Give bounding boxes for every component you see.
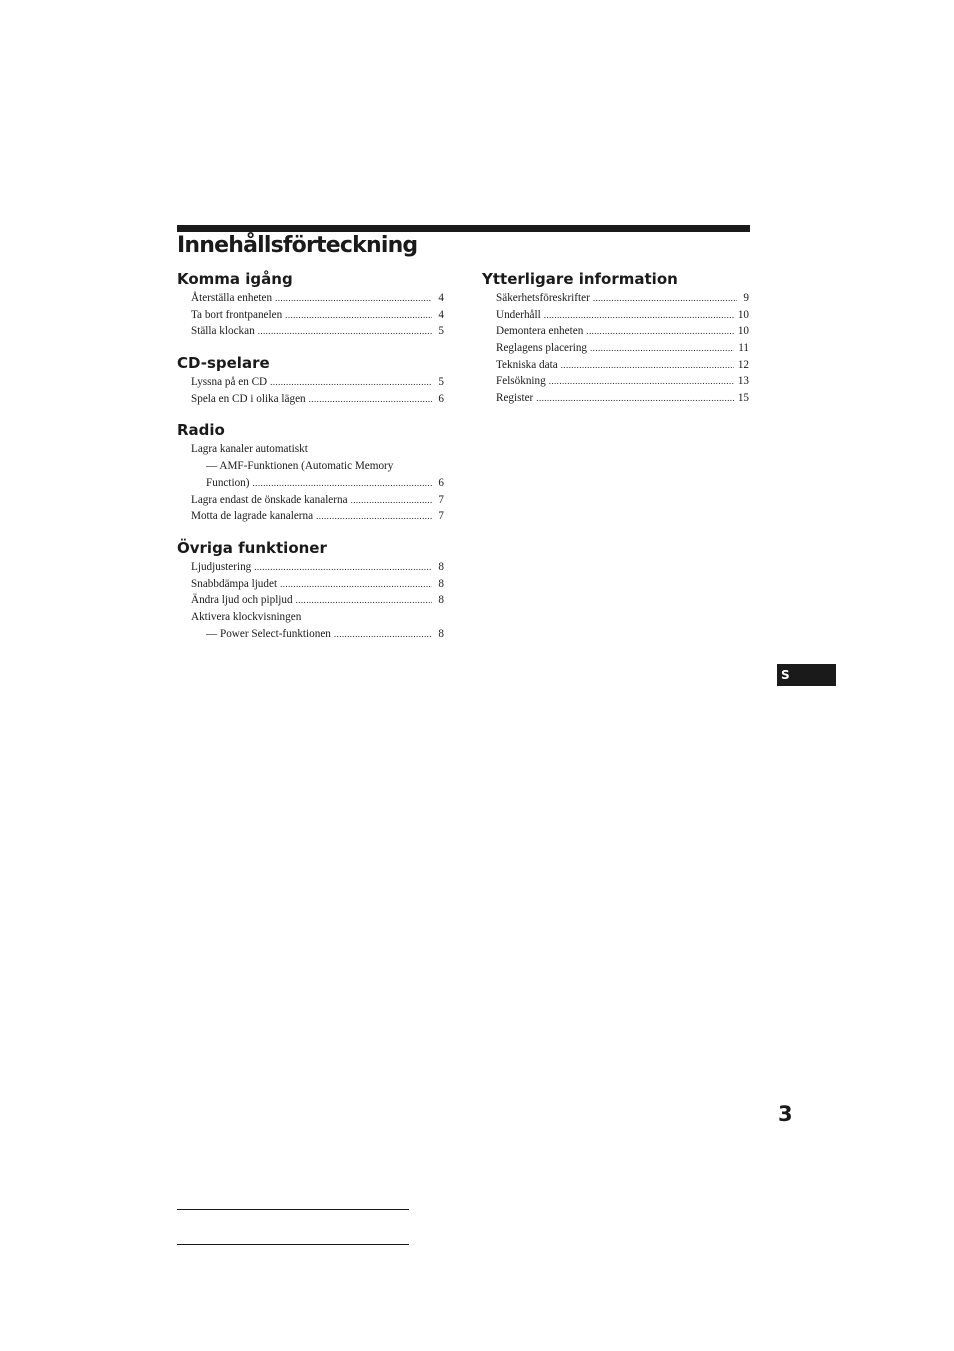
toc-entry-list xyxy=(177,290,444,340)
section-heading: Ytterligare information xyxy=(482,270,678,288)
toc-entry-text: Function) xyxy=(206,476,250,489)
toc-entry[interactable] xyxy=(177,374,444,391)
toc-entry-text: Ändra ljud och pipljud xyxy=(191,594,293,607)
toc-entry-text: Felsökning xyxy=(496,375,546,388)
dot-leader xyxy=(309,391,432,408)
toc-entry-text: Återställa enheten xyxy=(191,292,273,304)
toc-entry[interactable] xyxy=(482,323,749,340)
toc-page-number: 15 xyxy=(737,392,749,405)
toc-entry-text: Aktivera klockvisningen xyxy=(191,610,302,623)
toc-entry[interactable] xyxy=(177,492,444,509)
dot-leader xyxy=(561,357,734,374)
toc-entry[interactable] xyxy=(177,475,444,492)
toc-section-radio xyxy=(177,419,444,524)
toc-page-number: 8 xyxy=(438,577,444,590)
toc-section-cd-spelare xyxy=(177,352,444,407)
toc-page-number: 8 xyxy=(438,560,444,573)
dot-leader xyxy=(258,323,432,340)
toc-page-number: 6 xyxy=(438,392,444,405)
dot-leader xyxy=(593,290,737,307)
dot-leader xyxy=(590,340,734,357)
toc-page-number: 6 xyxy=(438,476,444,489)
toc-page-number: 12 xyxy=(737,358,749,371)
dot-leader xyxy=(285,307,432,324)
dot-leader xyxy=(549,373,734,390)
toc-entry-text: Ställa klockan xyxy=(191,325,255,338)
toc-page-number: 10 xyxy=(737,308,749,321)
dot-leader xyxy=(254,559,432,576)
toc-page-number: 13 xyxy=(737,375,749,388)
dot-leader xyxy=(544,307,734,324)
toc-page-number: 11 xyxy=(738,342,749,355)
toc-section-komma-igang xyxy=(177,268,444,340)
toc-entry-text: Lagra endast de önskade kanalerna xyxy=(191,493,348,506)
toc-entry-text: Lagra kanaler automatiskt xyxy=(191,443,308,456)
toc-entry-text: Motta de lagrade kanalerna xyxy=(191,510,314,523)
toc-entry[interactable] xyxy=(177,559,444,576)
toc-section-ytterligare-information xyxy=(482,268,749,407)
toc-page-number: 7 xyxy=(438,510,444,523)
toc-entry[interactable] xyxy=(482,290,749,307)
footer-rule-top xyxy=(177,1209,409,1210)
toc-page-number: 8 xyxy=(438,594,444,607)
toc-entry-text: Register xyxy=(496,392,534,405)
toc-entry[interactable] xyxy=(482,307,749,324)
dot-leader xyxy=(296,592,432,609)
footer-rule-bottom xyxy=(177,1244,409,1245)
toc-page-number: 4 xyxy=(438,308,444,321)
toc-page-number: 5 xyxy=(438,325,444,338)
toc-entry-text: Lyssna på en CD xyxy=(191,376,268,389)
toc-entry[interactable] xyxy=(177,626,444,643)
toc-page-number: 7 xyxy=(438,493,444,506)
toc-entry-list xyxy=(177,559,444,642)
toc-entry-text: Ljudjustering xyxy=(191,560,252,573)
toc-page-number: 9 xyxy=(743,292,749,304)
toc-entry[interactable] xyxy=(482,390,749,407)
toc-entry[interactable] xyxy=(177,441,444,458)
toc-entry-text: Snabbdämpa ljudet xyxy=(191,577,278,590)
toc-page-number: 8 xyxy=(438,627,444,640)
toc-entry[interactable] xyxy=(177,592,444,609)
toc-entry-text: Spela en CD i olika lägen xyxy=(191,392,306,405)
toc-entry[interactable] xyxy=(177,609,444,626)
toc-entry-text: Tekniska data xyxy=(496,358,558,371)
page-title: Innehållsförteckning xyxy=(177,233,418,258)
toc-entry-text: Demontera enheten xyxy=(496,325,584,338)
toc-column-right xyxy=(482,268,749,419)
toc-entry[interactable] xyxy=(177,290,444,307)
toc-entry[interactable] xyxy=(177,458,444,475)
language-tab: S xyxy=(777,664,836,686)
toc-entry[interactable] xyxy=(177,576,444,593)
toc-column-left xyxy=(177,268,444,654)
section-heading: Komma igång xyxy=(177,270,293,288)
toc-entry-text: — Power Select-funktionen xyxy=(206,627,331,640)
dot-leader xyxy=(316,508,432,525)
toc-entry[interactable] xyxy=(177,323,444,340)
toc-section-ovriga-funktioner xyxy=(177,537,444,642)
toc-entry-text: Ta bort frontpanelen xyxy=(191,308,283,321)
toc-entry[interactable] xyxy=(482,373,749,390)
toc-page-number: 5 xyxy=(438,376,444,389)
toc-entry-text: Underhåll xyxy=(496,308,541,321)
toc-entry-text: — AMF-Funktionen (Automatic Memory xyxy=(206,460,394,473)
dot-leader xyxy=(253,475,432,492)
toc-entry[interactable] xyxy=(177,508,444,525)
section-heading: Övriga funktioner xyxy=(177,538,327,557)
toc-entry[interactable] xyxy=(482,357,749,374)
toc-entry-text: Säkerhetsföreskrifter xyxy=(496,292,590,304)
toc-entry-list xyxy=(177,374,444,407)
toc-entry-list xyxy=(177,441,444,524)
page-number: 3 xyxy=(778,1102,793,1126)
dot-leader xyxy=(270,374,432,391)
dot-leader xyxy=(280,576,432,593)
toc-entry-text: Reglagens placering xyxy=(496,342,588,355)
dot-leader xyxy=(586,323,734,340)
toc-entry[interactable] xyxy=(482,340,749,357)
toc-page-number: 4 xyxy=(438,292,444,304)
section-heading: CD-spelare xyxy=(177,354,270,373)
toc-entry-list xyxy=(482,290,749,407)
toc-entry[interactable] xyxy=(177,307,444,324)
toc-entry[interactable] xyxy=(177,391,444,408)
toc-page-number: 10 xyxy=(737,325,749,338)
dot-leader xyxy=(334,626,432,643)
dot-leader xyxy=(275,290,432,307)
section-heading: Radio xyxy=(177,421,225,440)
dot-leader xyxy=(536,390,734,407)
dot-leader xyxy=(351,492,432,509)
